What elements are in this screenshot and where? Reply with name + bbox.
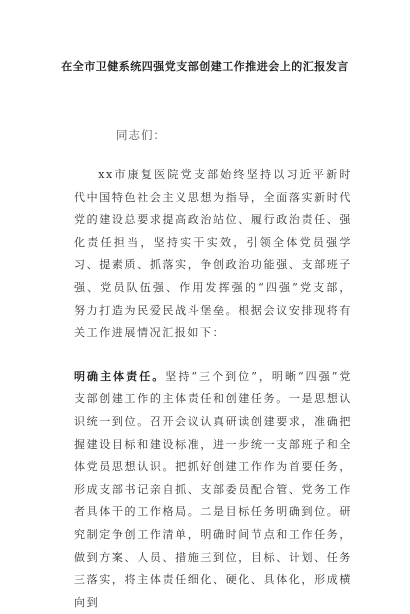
salutation: 同志们：: [116, 128, 166, 142]
paragraph-body-text: 坚持“三个到位”，明晰“四强”党支部创建工作的主体责任和创建任务。一是思想认识统一到位。召开会议认真研读创建要求，准确把握建设目标和建设标准，进一步统一支部班子和全体党员思想认识。把抓好创建工作作为首要任务，形成支部书记亲自抓、支部委员配合管、党务工作者具体干的工作格局。二是目标任务明确到位。研究制定争创工作清单，明确时间节点和工作任务，做到方案、人员、措施三到位，目标、计划、任务三落实，将主体责任细化、硬化、具体化，形成横向到: [74, 369, 353, 609]
document-title: 在全市卫健系统四强党支部创建工作推进会上的汇报发言: [61, 60, 349, 73]
paragraph-intro: xx市康复医院党支部始终坚持以习近平新时代中国特色社会主义思想为指导，全面落实新时代党的建设总要求提高政治站位、履行政治责任、强化责任担当，坚持实干实效，引领全体党员强学习、提素质、抓落实，争创政治功能强、支部班子强、党员队伍强、作用发挥强的“四强”党支部，努力打造为民爱民战斗堡垒。根据会议安排现将有关工作进展情况汇报如下：: [74, 168, 352, 340]
paragraph-lead-heading: 明确主体责任。: [74, 369, 166, 383]
paragraph-responsibility: [74, 366, 352, 614]
